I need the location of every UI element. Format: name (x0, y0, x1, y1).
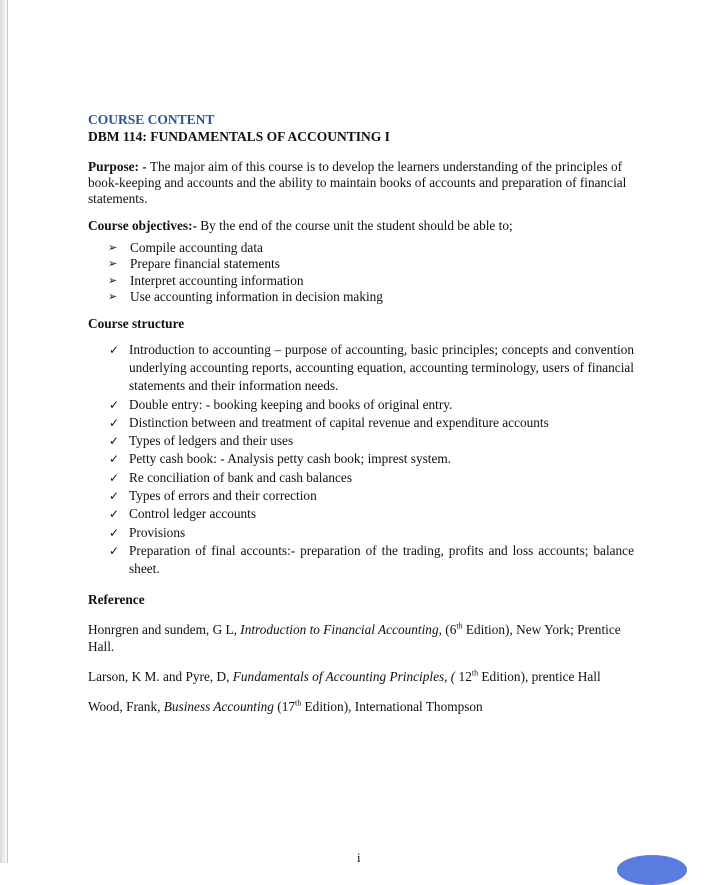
reference-title: Business Accounting (163, 698, 274, 714)
document-page (88, 111, 634, 715)
reference-heading: Reference (88, 591, 145, 607)
reference-edition-number: (17 (273, 698, 295, 714)
list-item-text: Petty cash book: - Analysis petty cash book; imprest system. (129, 451, 452, 467)
checkmark-icon: ✓ (109, 452, 120, 467)
checkmark-icon: ✓ (109, 434, 120, 449)
list-item-text: Types of errors and their correction (129, 488, 317, 504)
objectives-list (88, 240, 634, 306)
checkmark-icon: ✓ (109, 489, 120, 504)
reference-edition-suffix: th (295, 698, 302, 708)
arrow-bullet-icon: ➢ (108, 258, 118, 271)
list-item (88, 432, 634, 450)
list-item (88, 542, 634, 579)
list-item-text: Prepare financial statements (130, 256, 280, 272)
list-item (88, 450, 634, 468)
reference-title: Fundamentals of Accounting Principles, ( (232, 668, 456, 684)
checkmark-icon: ✓ (109, 415, 120, 430)
list-item-text: Use accounting information in decision making (130, 289, 383, 305)
list-item-text: Double entry: - booking keeping and books of original entry. (129, 396, 453, 412)
checkmark-icon: ✓ (109, 470, 120, 485)
checkmark-icon: ✓ (109, 525, 120, 540)
objectives-text: By the end of the course unit the student should be able to; (196, 217, 513, 233)
list-item (88, 289, 634, 305)
reference-edition-number: 12 (455, 668, 472, 684)
purpose-paragraph (88, 159, 634, 208)
purpose-text: The major aim of this course is to develop the learners understanding of the principles of book-keeping and accounts and the ability to maintain books of accounts and preparation of financial statements. (88, 159, 627, 207)
reference-publisher: Edition), prentice Hall (478, 668, 601, 684)
reference-publisher: Edition), New York; Prentice Hall. (88, 621, 621, 654)
page-left-edge (7, 0, 8, 863)
structure-heading: Course structure (88, 316, 185, 332)
list-item (88, 240, 634, 256)
reference-entry (88, 668, 634, 685)
list-item (88, 273, 634, 289)
list-item-text: Re conciliation of bank and cash balances (129, 469, 353, 485)
list-item (88, 414, 634, 432)
structure-list (88, 341, 634, 579)
reference-authors: Honrgren and sundem, G L, (88, 621, 241, 637)
list-item (88, 396, 634, 414)
reference-edition-suffix: th (471, 668, 479, 678)
reference-edition-suffix: th (456, 621, 463, 631)
reference-edition-number: (6 (441, 621, 457, 637)
checkmark-icon: ✓ (109, 507, 120, 522)
reference-publisher: Edition), International Thompson (301, 698, 483, 714)
arrow-bullet-icon: ➢ (108, 241, 118, 254)
objectives-paragraph (88, 218, 634, 234)
list-item-text: Introduction to accounting – purpose of accounting, basic principles; concepts and convention underlying accounting reports, accounting equation, accounting terminology, users of financial statements and their information needs. (129, 341, 634, 394)
floating-action-button[interactable] (617, 855, 687, 885)
list-item-text: Distinction between and treatment of capital revenue and expenditure accounts (129, 414, 549, 430)
objectives-label: Course objectives:- (88, 217, 197, 233)
course-title: DBM 114: FUNDAMENTALS OF ACCOUNTING I (88, 129, 390, 144)
list-item-text: Provisions (129, 524, 186, 540)
list-item (88, 341, 634, 396)
checkmark-icon: ✓ (109, 543, 120, 558)
reference-entry (88, 621, 634, 655)
list-item-text: Types of ledgers and their uses (129, 433, 294, 449)
arrow-bullet-icon: ➢ (108, 274, 118, 287)
list-item-text: Interpret accounting information (130, 272, 304, 288)
list-item (88, 505, 634, 523)
reference-entry (88, 698, 634, 715)
section-heading: COURSE CONTENT (88, 112, 215, 127)
list-item (88, 469, 634, 487)
list-item-text: Control ledger accounts (129, 506, 257, 522)
page-number: i (357, 850, 361, 865)
list-item-text: Preparation of final accounts:- preparation of the trading, profits and loss accounts; balance sheet. (129, 542, 634, 577)
reference-title: Introduction to Financial Accounting, (240, 621, 442, 637)
list-item (88, 487, 634, 505)
reference-authors: Wood, Frank, (88, 698, 164, 714)
list-item (88, 524, 634, 542)
purpose-label: Purpose: - (88, 159, 147, 174)
reference-authors: Larson, K M. and Pyre, D, (88, 668, 233, 684)
list-item-text: Compile accounting data (130, 239, 263, 255)
checkmark-icon: ✓ (109, 342, 120, 357)
checkmark-icon: ✓ (109, 397, 120, 412)
list-item (88, 256, 634, 272)
arrow-bullet-icon: ➢ (108, 291, 118, 304)
